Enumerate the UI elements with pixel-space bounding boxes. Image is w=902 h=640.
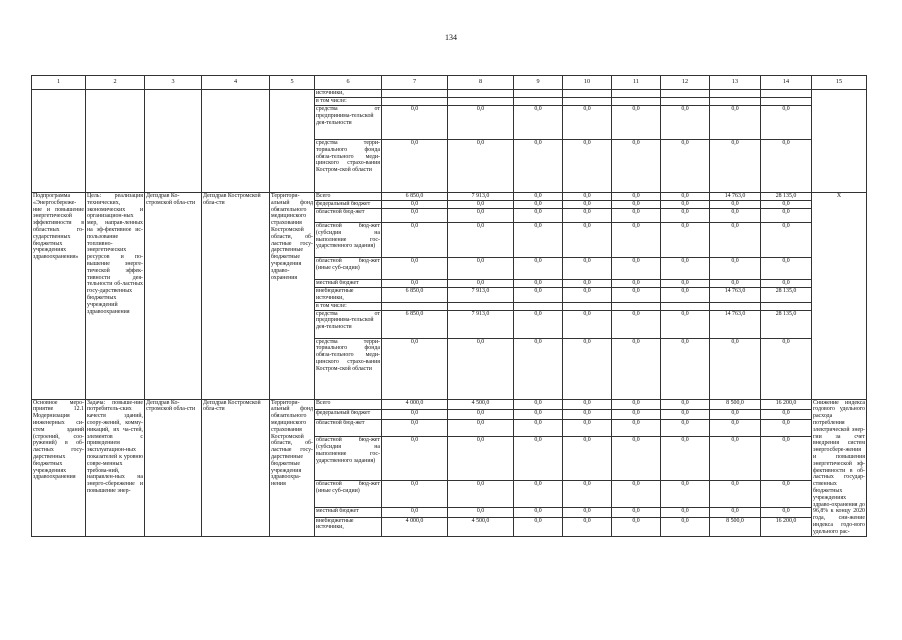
funding-value: 0,0 <box>661 507 710 517</box>
funding-value: 0,0 <box>761 481 812 507</box>
funding-value: 0,0 <box>448 507 514 517</box>
funding-source-label: в том числе: <box>315 98 382 106</box>
funding-value: 0,0 <box>661 106 710 140</box>
empty-cell <box>661 302 710 310</box>
funding-value: 0,0 <box>612 517 661 536</box>
column-number: 11 <box>612 76 661 90</box>
funding-value: 0,0 <box>612 193 661 201</box>
funding-value: 0,0 <box>563 140 612 193</box>
funding-value: 0,0 <box>661 310 710 338</box>
funding-source-label: местный бюджет <box>315 280 382 288</box>
funding-value: 0,0 <box>514 310 563 338</box>
column-number: 9 <box>514 76 563 90</box>
column-number: 8 <box>448 76 514 90</box>
funding-value: 0,0 <box>514 338 563 399</box>
empty-cell <box>761 90 812 98</box>
funding-source-label: источники, <box>315 90 382 98</box>
funding-value: 0,0 <box>514 517 563 536</box>
funding-value: 8 500,0 <box>710 517 761 536</box>
funding-value: 0,0 <box>563 288 612 303</box>
empty-cell <box>761 302 812 310</box>
funding-value: 7 913,0 <box>448 310 514 338</box>
empty-cell <box>514 302 563 310</box>
empty-cell <box>563 302 612 310</box>
funding-value: 0,0 <box>661 419 710 437</box>
column-number: 6 <box>315 76 382 90</box>
funding-value: 0,0 <box>710 201 761 209</box>
empty-cell <box>661 98 710 106</box>
funding-value: 0,0 <box>710 223 761 258</box>
funding-value: 0,0 <box>710 280 761 288</box>
column-number: 7 <box>382 76 448 90</box>
funding-value: 0,0 <box>448 258 514 280</box>
funding-value: 0,0 <box>612 201 661 209</box>
funding-value: 0,0 <box>710 258 761 280</box>
funding-value: 6 850,0 <box>382 288 448 303</box>
funding-value: 0,0 <box>563 409 612 419</box>
funding-value: 14 763,0 <box>710 310 761 338</box>
funding-value: 0,0 <box>563 209 612 223</box>
funding-value: 0,0 <box>382 338 448 399</box>
funding-value: 0,0 <box>514 193 563 201</box>
participants-cell: Территори-альный фонд обязательного медицинского страхования Костромской области, об-ластные госу-дарственные бюджетные учреждения здравоохра-нения <box>270 399 315 536</box>
empty-cell <box>612 90 661 98</box>
funding-value: 0,0 <box>710 507 761 517</box>
funding-value: 0,0 <box>448 140 514 193</box>
funding-source-label: областной бюд-жет (субсидия на выполнение гос-ударственного задания) <box>315 437 382 481</box>
empty-cell <box>382 90 448 98</box>
funding-value: 0,0 <box>382 280 448 288</box>
funding-value: 4 000,0 <box>382 517 448 536</box>
funding-value: 0,0 <box>563 507 612 517</box>
funding-value: 0,0 <box>382 481 448 507</box>
funding-value: 0,0 <box>612 409 661 419</box>
funding-value: 4 500,0 <box>448 517 514 536</box>
co-executor-cell: Депздрав Костромской обла-сти <box>202 193 270 400</box>
funding-value: 0,0 <box>612 288 661 303</box>
funding-value: 16 200,0 <box>761 517 812 536</box>
funding-value: 0,0 <box>710 481 761 507</box>
empty-cell <box>612 98 661 106</box>
funding-value: 0,0 <box>612 507 661 517</box>
funding-value: 0,0 <box>612 399 661 409</box>
column-number: 1 <box>32 76 86 90</box>
funding-value: 0,0 <box>612 280 661 288</box>
funding-value: 0,0 <box>710 106 761 140</box>
funding-value: 0,0 <box>448 106 514 140</box>
funding-value: 0,0 <box>661 409 710 419</box>
column-number: 13 <box>710 76 761 90</box>
funding-value: 0,0 <box>761 419 812 437</box>
funding-value: 0,0 <box>514 481 563 507</box>
table-row <box>32 90 867 98</box>
funding-value: 0,0 <box>514 140 563 193</box>
empty-cell <box>710 302 761 310</box>
funding-value: 14 763,0 <box>710 193 761 201</box>
funding-value: 0,0 <box>448 409 514 419</box>
funding-value: 0,0 <box>382 507 448 517</box>
funding-value: 0,0 <box>661 338 710 399</box>
funding-value: 16 200,0 <box>761 399 812 409</box>
empty-cell <box>382 98 448 106</box>
funding-value: 0,0 <box>514 409 563 419</box>
funding-value: 0,0 <box>563 106 612 140</box>
funding-value: 0,0 <box>514 280 563 288</box>
funding-value: 0,0 <box>382 140 448 193</box>
co-executor-cell: Депздрав Костромской обла-сти <box>202 399 270 536</box>
funding-value: 0,0 <box>563 280 612 288</box>
funding-value: 0,0 <box>612 419 661 437</box>
empty-cell <box>202 90 270 193</box>
funding-value: 0,0 <box>661 209 710 223</box>
funding-value: 0,0 <box>563 338 612 399</box>
empty-cell <box>761 98 812 106</box>
funding-source-label: в том числе: <box>315 302 382 310</box>
funding-source-label: средства терри-ториального фонда обяза-тельного меди-цинского страхо-вания Костром-ской области <box>315 338 382 399</box>
funding-source-label: средства от предпринима-тельской дея-тельности <box>315 310 382 338</box>
funding-value: 28 135,0 <box>761 310 812 338</box>
table-row <box>32 193 867 201</box>
funding-source-label: областной бюд-жет (иные суб-сидии) <box>315 481 382 507</box>
funding-value: 0,0 <box>382 437 448 481</box>
funding-value: 0,0 <box>761 201 812 209</box>
goal-cell: Цель: реализация технических, экономических и организацион-ных мер, направ-ленных на эф-фективное ис-пользование топливно-энергетических ресурсов и по-вышение энерге-тической эффек-тивности дея-тельности об-ластных госу-дарственных бюджетных учреждений здравоохранения <box>86 193 145 400</box>
funding-value: 0,0 <box>661 517 710 536</box>
goal-cell: Задача: повыше-ние потребитель-ских качеств зданий, соору-жений, комму-никаций, их ча-стей, элементов с приведением эксплуатацион-ных показателей к уровню совре-менных требова-ний, направлен-ных на энерго-сбережение и повышение энер- <box>86 399 145 536</box>
funding-source-label: областной бюд-жет (иные суб-сидии) <box>315 258 382 280</box>
funding-value: 0,0 <box>661 258 710 280</box>
empty-cell <box>710 90 761 98</box>
funding-value: 7 913,0 <box>448 288 514 303</box>
expected-result-cell: X <box>812 193 867 400</box>
funding-value: 0,0 <box>448 209 514 223</box>
empty-cell <box>563 90 612 98</box>
funding-value: 0,0 <box>448 338 514 399</box>
column-number: 12 <box>661 76 710 90</box>
funding-value: 0,0 <box>563 201 612 209</box>
funding-source-label: внебюджетные источники, <box>315 517 382 536</box>
funding-value: 0,0 <box>448 201 514 209</box>
funding-value: 0,0 <box>661 193 710 201</box>
funding-source-label: Всего <box>315 399 382 409</box>
funding-value: 0,0 <box>710 409 761 419</box>
expected-result-cell: Снижение индекса годового удельного расхода потребления электрической энер-гии за счет внедрения систем энергосбере-жения и повышения энергетической эф-фективности в об-ластных государ-ственных бюджетных учреждениях здраво-охранения до 96,8% к концу 2020 года, сни-жение индекса годо-вого удельного рас- <box>813 399 865 535</box>
column-number-row <box>32 76 867 90</box>
funding-source-label: областной бюд-жет (субсидия на выполнение гос-ударственного задания) <box>315 223 382 258</box>
responsible-executor-cell: Депздрав Ко-стромской обла-сти <box>145 193 202 400</box>
funding-value: 0,0 <box>761 223 812 258</box>
funding-value: 28 135,0 <box>761 288 812 303</box>
funding-source-label: областной бюд-жет <box>315 419 382 437</box>
funding-value: 0,0 <box>612 338 661 399</box>
empty-cell <box>448 302 514 310</box>
funding-value: 0,0 <box>382 258 448 280</box>
funding-source-label: областной бюд-жет <box>315 209 382 223</box>
column-number: 2 <box>86 76 145 90</box>
funding-value: 0,0 <box>514 437 563 481</box>
funding-value: 0,0 <box>710 209 761 223</box>
funding-value: 4 500,0 <box>448 399 514 409</box>
funding-value: 7 913,0 <box>448 193 514 201</box>
funding-value: 0,0 <box>563 258 612 280</box>
funding-value: 0,0 <box>563 419 612 437</box>
funding-value: 0,0 <box>612 437 661 481</box>
funding-value: 0,0 <box>514 201 563 209</box>
funding-value: 0,0 <box>661 223 710 258</box>
funding-value: 0,0 <box>563 481 612 507</box>
funding-value: 0,0 <box>661 399 710 409</box>
funding-value: 0,0 <box>761 258 812 280</box>
funding-value: 0,0 <box>563 517 612 536</box>
empty-cell <box>145 90 202 193</box>
funding-source-label: федеральный бюджет <box>315 409 382 419</box>
funding-source-label: средства от предпринима-тельской дея-тельности <box>315 106 382 140</box>
funding-value: 0,0 <box>514 209 563 223</box>
budget-table <box>31 75 867 537</box>
funding-value: 0,0 <box>448 280 514 288</box>
funding-value: 0,0 <box>661 140 710 193</box>
funding-value: 0,0 <box>761 409 812 419</box>
funding-value: 0,0 <box>761 140 812 193</box>
funding-value: 0,0 <box>514 507 563 517</box>
empty-cell <box>382 302 448 310</box>
funding-value: 0,0 <box>761 106 812 140</box>
funding-value: 0,0 <box>382 106 448 140</box>
column-number: 14 <box>761 76 812 90</box>
page-number: 134 <box>445 33 457 42</box>
funding-value: 0,0 <box>514 419 563 437</box>
funding-value: 0,0 <box>382 223 448 258</box>
funding-value: 14 763,0 <box>710 288 761 303</box>
funding-value: 0,0 <box>612 258 661 280</box>
column-number: 3 <box>145 76 202 90</box>
funding-value: 0,0 <box>761 338 812 399</box>
funding-value: 0,0 <box>382 209 448 223</box>
funding-value: 0,0 <box>448 419 514 437</box>
funding-source-label: Всего <box>315 193 382 201</box>
participants-cell: Территори-альный фонд обязательного медицинского страхования Костромской области, об-ластные госу-дарственные бюджетные учреждения здраво-охранения <box>270 193 315 400</box>
funding-value: 0,0 <box>761 437 812 481</box>
funding-value: 0,0 <box>563 399 612 409</box>
funding-value: 6 850,0 <box>382 193 448 201</box>
empty-cell <box>448 90 514 98</box>
funding-value: 0,0 <box>514 106 563 140</box>
funding-value: 0,0 <box>710 437 761 481</box>
funding-value: 0,0 <box>710 419 761 437</box>
funding-value: 0,0 <box>761 280 812 288</box>
column-number: 5 <box>270 76 315 90</box>
funding-value: 0,0 <box>661 288 710 303</box>
empty-cell <box>661 90 710 98</box>
empty-cell <box>32 90 86 193</box>
funding-value: 0,0 <box>661 481 710 507</box>
funding-value: 0,0 <box>514 399 563 409</box>
funding-value: 0,0 <box>448 223 514 258</box>
funding-value: 0,0 <box>563 223 612 258</box>
funding-source-label: федеральный бюджет <box>315 201 382 209</box>
empty-cell <box>812 90 867 193</box>
program-name-cell: Основное меро-приятие 12.1 Модернизация инженерных си-стем зданий (строений, соо-ружений) в об-ластных госу-дарственных бюджетных учреждениях здравоохранения <box>32 399 86 536</box>
funding-value: 8 500,0 <box>710 399 761 409</box>
program-name-cell: Подпрограмма «Энергосбереже-ние и повышение энергетической эффективности в областных го-сударственных бюджетных учреждениях здравоохранения» <box>32 193 86 400</box>
funding-value: 0,0 <box>761 209 812 223</box>
funding-value: 0,0 <box>382 419 448 437</box>
column-number: 4 <box>202 76 270 90</box>
column-number: 15 <box>812 76 867 90</box>
funding-value: 0,0 <box>661 280 710 288</box>
funding-value: 0,0 <box>514 288 563 303</box>
funding-value: 0,0 <box>612 481 661 507</box>
empty-cell <box>270 90 315 193</box>
funding-value: 6 850,0 <box>382 310 448 338</box>
empty-cell <box>514 90 563 98</box>
funding-value: 0,0 <box>448 481 514 507</box>
funding-value: 0,0 <box>382 201 448 209</box>
funding-value: 4 000,0 <box>382 399 448 409</box>
table-row <box>32 399 867 409</box>
empty-cell <box>514 98 563 106</box>
funding-value: 0,0 <box>710 338 761 399</box>
funding-value: 0,0 <box>563 437 612 481</box>
funding-value: 0,0 <box>761 507 812 517</box>
funding-value: 0,0 <box>612 106 661 140</box>
funding-source-label: местный бюджет <box>315 507 382 517</box>
empty-cell <box>710 98 761 106</box>
funding-value: 0,0 <box>612 223 661 258</box>
funding-value: 0,0 <box>612 310 661 338</box>
funding-value: 0,0 <box>661 201 710 209</box>
empty-cell <box>86 90 145 193</box>
funding-value: 0,0 <box>563 193 612 201</box>
funding-source-label: средства терри-ториального фонда обяза-тельного меди-цинского страхо-вания Костром-ской области <box>315 140 382 193</box>
funding-value: 0,0 <box>612 140 661 193</box>
funding-value: 0,0 <box>514 223 563 258</box>
funding-source-label: внебюджетные источники, <box>315 288 382 303</box>
funding-value: 0,0 <box>612 209 661 223</box>
empty-cell <box>448 98 514 106</box>
responsible-executor-cell: Депздрав Ко-стромской обла-сти <box>145 399 202 536</box>
funding-value: 0,0 <box>382 409 448 419</box>
funding-value: 0,0 <box>563 310 612 338</box>
funding-value: 0,0 <box>661 437 710 481</box>
column-number: 10 <box>563 76 612 90</box>
funding-value: 0,0 <box>514 258 563 280</box>
funding-value: 0,0 <box>448 437 514 481</box>
funding-value: 28 135,0 <box>761 193 812 201</box>
funding-value: 0,0 <box>710 140 761 193</box>
empty-cell <box>612 302 661 310</box>
empty-cell <box>563 98 612 106</box>
